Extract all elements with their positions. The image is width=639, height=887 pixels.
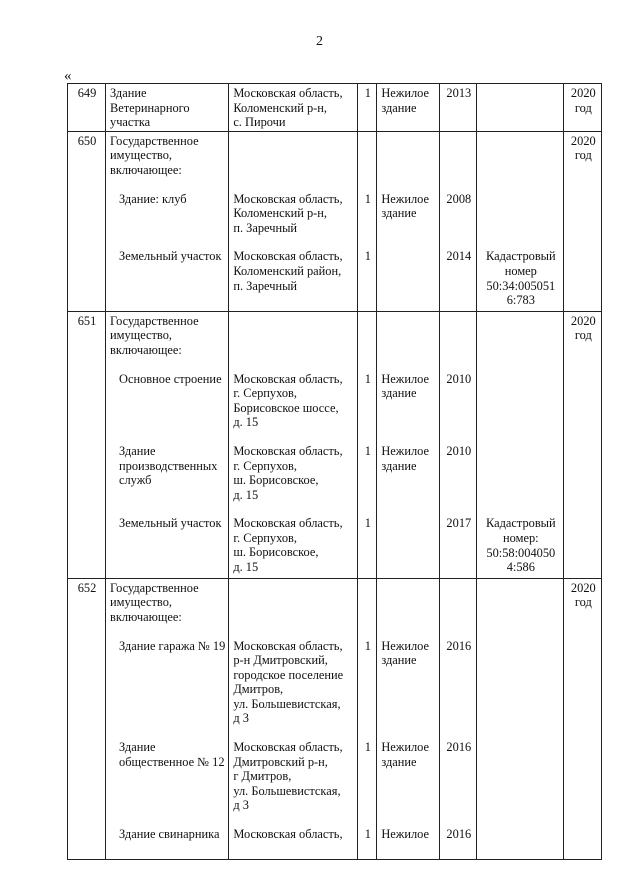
- address-line: г. Серпухов,: [233, 458, 297, 473]
- object-name-line: включающее:: [110, 342, 182, 357]
- address-line: Московская область,: [233, 516, 343, 531]
- row-number: 651: [77, 313, 97, 328]
- quantity-value: 1: [364, 740, 371, 755]
- quantity-cell: [358, 84, 377, 132]
- object-name-line: Здание: [110, 86, 147, 100]
- sub-item-name: [110, 639, 225, 741]
- term-line: 2020: [570, 86, 596, 100]
- address-line: д 3: [233, 711, 249, 726]
- address-line: д 3: [233, 798, 249, 813]
- sub-item-qty: [362, 639, 373, 741]
- year-value: 2016: [446, 638, 472, 653]
- term-cell: [564, 131, 602, 311]
- purpose-line: Нежилое: [381, 827, 429, 842]
- group-header-spacer: [381, 581, 436, 639]
- group-header-spacer: [233, 134, 354, 192]
- term-line: 2020: [570, 133, 596, 148]
- object-name-line: Земельный участок: [119, 249, 222, 264]
- purpose-cell: [377, 131, 440, 311]
- sub-item-purpose: [381, 249, 436, 309]
- cadastral-note-line: номер:: [503, 530, 539, 545]
- sub-item-year: [444, 827, 473, 858]
- purpose-cell: [377, 311, 440, 578]
- year-value: 2008: [446, 191, 472, 206]
- address-line: Московская область,: [233, 827, 343, 842]
- group-header-spacer: [362, 314, 373, 372]
- purpose-line: Нежилое: [381, 443, 429, 458]
- purpose-cell: [377, 578, 440, 860]
- object-name-line: Государственное: [110, 580, 199, 595]
- object-name-line: имущество,: [110, 328, 172, 343]
- object-name-line: Ветеринарного: [110, 100, 190, 115]
- year-value: 2010: [446, 443, 472, 458]
- address-line: Московская область,: [233, 191, 343, 206]
- sub-item-address: [233, 372, 354, 444]
- group-header-spacer: [110, 358, 225, 372]
- sub-item-address: [233, 639, 354, 741]
- note-cell: [477, 84, 564, 132]
- sub-item-note: [481, 516, 560, 576]
- sub-item-name: [110, 740, 225, 827]
- row-number-cell: [68, 84, 106, 132]
- row-number-cell: [68, 131, 106, 311]
- sub-item-qty: [362, 740, 373, 827]
- note-cell: [477, 131, 564, 311]
- table-row: [68, 311, 602, 578]
- purpose-line: Нежилое: [381, 638, 429, 653]
- address-cell: [229, 578, 358, 860]
- sub-item-name: [110, 516, 225, 576]
- object-name-line: имущество,: [110, 595, 172, 610]
- row-number: 650: [77, 133, 97, 148]
- object-name-line: Основное строение: [119, 371, 222, 386]
- year-cell: [440, 311, 477, 578]
- year-value: 2010: [446, 371, 472, 386]
- cadastral-note-line: 50:34:005051: [486, 278, 556, 293]
- sub-item-purpose: [381, 516, 436, 576]
- sub-item-name: [110, 192, 225, 250]
- quantity-value: 1: [364, 191, 371, 206]
- address-cell: [229, 131, 358, 311]
- quantity-value: 1: [364, 86, 371, 100]
- purpose-line: здание: [381, 386, 417, 401]
- group-header-spacer: [233, 314, 354, 372]
- object-name-line: Земельный участок: [119, 516, 222, 531]
- term-cell: [564, 311, 602, 578]
- term-cell: [564, 578, 602, 860]
- sub-item-name: [110, 249, 225, 309]
- object-name-cell: [106, 84, 229, 132]
- sub-item-qty: [362, 249, 373, 309]
- term-line: год: [574, 595, 592, 610]
- property-register-table: [67, 83, 602, 860]
- quantity-value: 1: [364, 249, 371, 264]
- address-line: Дмитров,: [233, 682, 284, 697]
- address-line: ш. Борисовское,: [233, 473, 319, 488]
- quantity-value: 1: [364, 638, 371, 653]
- opening-quote: «: [64, 68, 72, 84]
- object-name-cell: [106, 578, 229, 860]
- sub-item-address: [233, 249, 354, 309]
- group-header-spacer: [444, 581, 473, 639]
- cadastral-note-line: 6:783: [506, 293, 535, 308]
- sub-item-purpose: [381, 639, 436, 741]
- sub-item-purpose: [381, 827, 436, 858]
- quantity-value: 1: [364, 827, 371, 842]
- quantity-value: 1: [364, 371, 371, 386]
- address-line: Коломенский р-н,: [233, 206, 328, 221]
- note-cell: [477, 311, 564, 578]
- address-line: ул. Большевистская,: [233, 783, 341, 798]
- sub-item-year: [444, 740, 473, 827]
- purpose-cell: [377, 84, 440, 132]
- sub-item-address: [233, 827, 354, 858]
- sub-item-note: [481, 444, 560, 516]
- year-value: 2013: [446, 86, 472, 100]
- term-cell: [564, 84, 602, 132]
- address-line: Дмитровский р-н,: [233, 754, 328, 769]
- year-value: 2016: [446, 740, 472, 755]
- note-cell: [477, 578, 564, 860]
- address-line: Борисовское шоссе,: [233, 400, 339, 415]
- quantity-cell: [358, 578, 377, 860]
- sub-item-qty: [362, 827, 373, 858]
- term-line: год: [574, 328, 592, 343]
- year-value: 2016: [446, 827, 472, 842]
- address-line: г. Серпухов,: [233, 530, 297, 545]
- object-name-line: Государственное: [110, 133, 199, 148]
- object-name-cell: [106, 311, 229, 578]
- address-line: Московская область,: [233, 638, 343, 653]
- sub-item-note: [481, 372, 560, 444]
- group-header-spacer: [233, 581, 354, 639]
- group-header-spacer: [481, 314, 560, 372]
- quantity-cell: [358, 131, 377, 311]
- sub-item-year: [444, 639, 473, 741]
- group-header-spacer: [481, 581, 560, 639]
- object-name-line: Здание гаража № 19: [119, 638, 226, 653]
- object-name-line: служб: [119, 473, 152, 488]
- address-line: ул. Большевистская,: [233, 696, 341, 711]
- term-line: год: [574, 100, 592, 115]
- table-row: [68, 131, 602, 311]
- address-line: д. 15: [233, 487, 259, 502]
- sub-item-note: [481, 249, 560, 309]
- year-cell: [440, 578, 477, 860]
- object-name-line: производственных: [119, 458, 218, 473]
- purpose-line: здание: [381, 754, 417, 769]
- address-line: Московская область,: [233, 249, 343, 264]
- sub-item-purpose: [381, 372, 436, 444]
- year-value: 2014: [446, 249, 472, 264]
- address-line: р-н Дмитровский,: [233, 653, 328, 668]
- group-header-spacer: [444, 314, 473, 372]
- object-name-line: имущество,: [110, 148, 172, 163]
- sub-item-year: [444, 444, 473, 516]
- sub-item-year: [444, 192, 473, 250]
- address-line: городское поселение: [233, 667, 344, 682]
- row-number: 652: [77, 580, 97, 595]
- address-line: г. Серпухов,: [233, 386, 297, 401]
- address-line: Московская область,: [233, 443, 343, 458]
- object-name-line: общественное № 12: [119, 754, 225, 769]
- object-name-line: Здание: [119, 740, 156, 755]
- sub-item-purpose: [381, 740, 436, 827]
- sub-item-note: [481, 827, 560, 858]
- cadastral-note-line: 50:58:004050: [486, 545, 556, 560]
- sub-item-qty: [362, 192, 373, 250]
- sub-item-qty: [362, 372, 373, 444]
- row-number-cell: [68, 311, 106, 578]
- group-header-spacer: [362, 581, 373, 639]
- group-header-spacer: [444, 134, 473, 192]
- sub-item-name: [110, 444, 225, 516]
- quantity-cell: [358, 311, 377, 578]
- object-name-cell: [106, 131, 229, 311]
- object-name-line: включающее:: [110, 162, 182, 177]
- year-cell: [440, 131, 477, 311]
- object-name-line: Государственное: [110, 313, 199, 328]
- address-line: г Дмитров,: [233, 769, 292, 784]
- object-name-line: Здание: [119, 443, 156, 458]
- address-line: ш. Борисовское,: [233, 545, 319, 560]
- sub-item-address: [233, 740, 354, 827]
- purpose-line: Нежилое: [381, 740, 429, 755]
- address-line: п. Заречный: [233, 278, 298, 293]
- sub-item-year: [444, 516, 473, 576]
- sub-item-year: [444, 249, 473, 309]
- sub-item-address: [233, 516, 354, 576]
- cadastral-note-line: Кадастровый: [485, 249, 556, 264]
- term-line: 2020: [570, 580, 596, 595]
- address-cell: [229, 84, 358, 132]
- page-number: 2: [316, 34, 323, 49]
- cadastral-note-line: Кадастровый: [485, 516, 556, 531]
- purpose-line: здание: [381, 458, 417, 473]
- sub-item-note: [481, 639, 560, 741]
- quantity-value: 1: [364, 516, 371, 531]
- address-line: д. 15: [233, 415, 259, 430]
- address-line: Московская область,: [233, 86, 343, 100]
- purpose-line: здание: [381, 653, 417, 668]
- address-line: п. Заречный: [233, 220, 298, 235]
- sub-item-purpose: [381, 444, 436, 516]
- sub-item-note: [481, 740, 560, 827]
- group-header-spacer: [362, 134, 373, 192]
- group-header-spacer: [381, 314, 436, 372]
- term-line: 2020: [570, 313, 596, 328]
- table-row: [68, 578, 602, 860]
- address-line: Коломенский р-н,: [233, 100, 328, 115]
- term-line: год: [574, 148, 592, 163]
- sub-item-qty: [362, 516, 373, 576]
- address-line: с. Пирочи: [233, 115, 286, 130]
- object-name-line: Здание свинарника: [119, 827, 220, 842]
- sub-item-qty: [362, 444, 373, 516]
- sub-item-purpose: [381, 192, 436, 250]
- group-header-spacer: [481, 134, 560, 192]
- year-cell: [440, 84, 477, 132]
- cadastral-note-line: номер: [504, 263, 537, 278]
- row-number: 649: [77, 86, 97, 100]
- address-line: Московская область,: [233, 740, 343, 755]
- table-row: [68, 84, 602, 132]
- table-body: [68, 84, 602, 860]
- purpose-line: Нежилое: [381, 86, 429, 100]
- group-header-spacer: [110, 625, 225, 639]
- sub-item-address: [233, 192, 354, 250]
- object-name-line: Здание: клуб: [119, 191, 187, 206]
- sub-item-note: [481, 192, 560, 250]
- purpose-line: Нежилое: [381, 371, 429, 386]
- object-name-line: включающее:: [110, 609, 182, 624]
- purpose-line: здание: [381, 206, 417, 221]
- purpose-line: здание: [381, 100, 417, 115]
- object-name-line: участка: [110, 115, 151, 130]
- purpose-line: Нежилое: [381, 191, 429, 206]
- address-line: Коломенский район,: [233, 263, 342, 278]
- row-number-cell: [68, 578, 106, 860]
- address-line: Московская область,: [233, 371, 343, 386]
- address-cell: [229, 311, 358, 578]
- address-line: д. 15: [233, 560, 259, 575]
- year-value: 2017: [446, 516, 472, 531]
- quantity-value: 1: [364, 443, 371, 458]
- group-header-spacer: [381, 134, 436, 192]
- sub-item-address: [233, 444, 354, 516]
- sub-item-name: [110, 372, 225, 444]
- group-header-spacer: [110, 178, 225, 192]
- sub-item-name: [110, 827, 225, 858]
- sub-item-year: [444, 372, 473, 444]
- cadastral-note-line: 4:586: [506, 560, 535, 575]
